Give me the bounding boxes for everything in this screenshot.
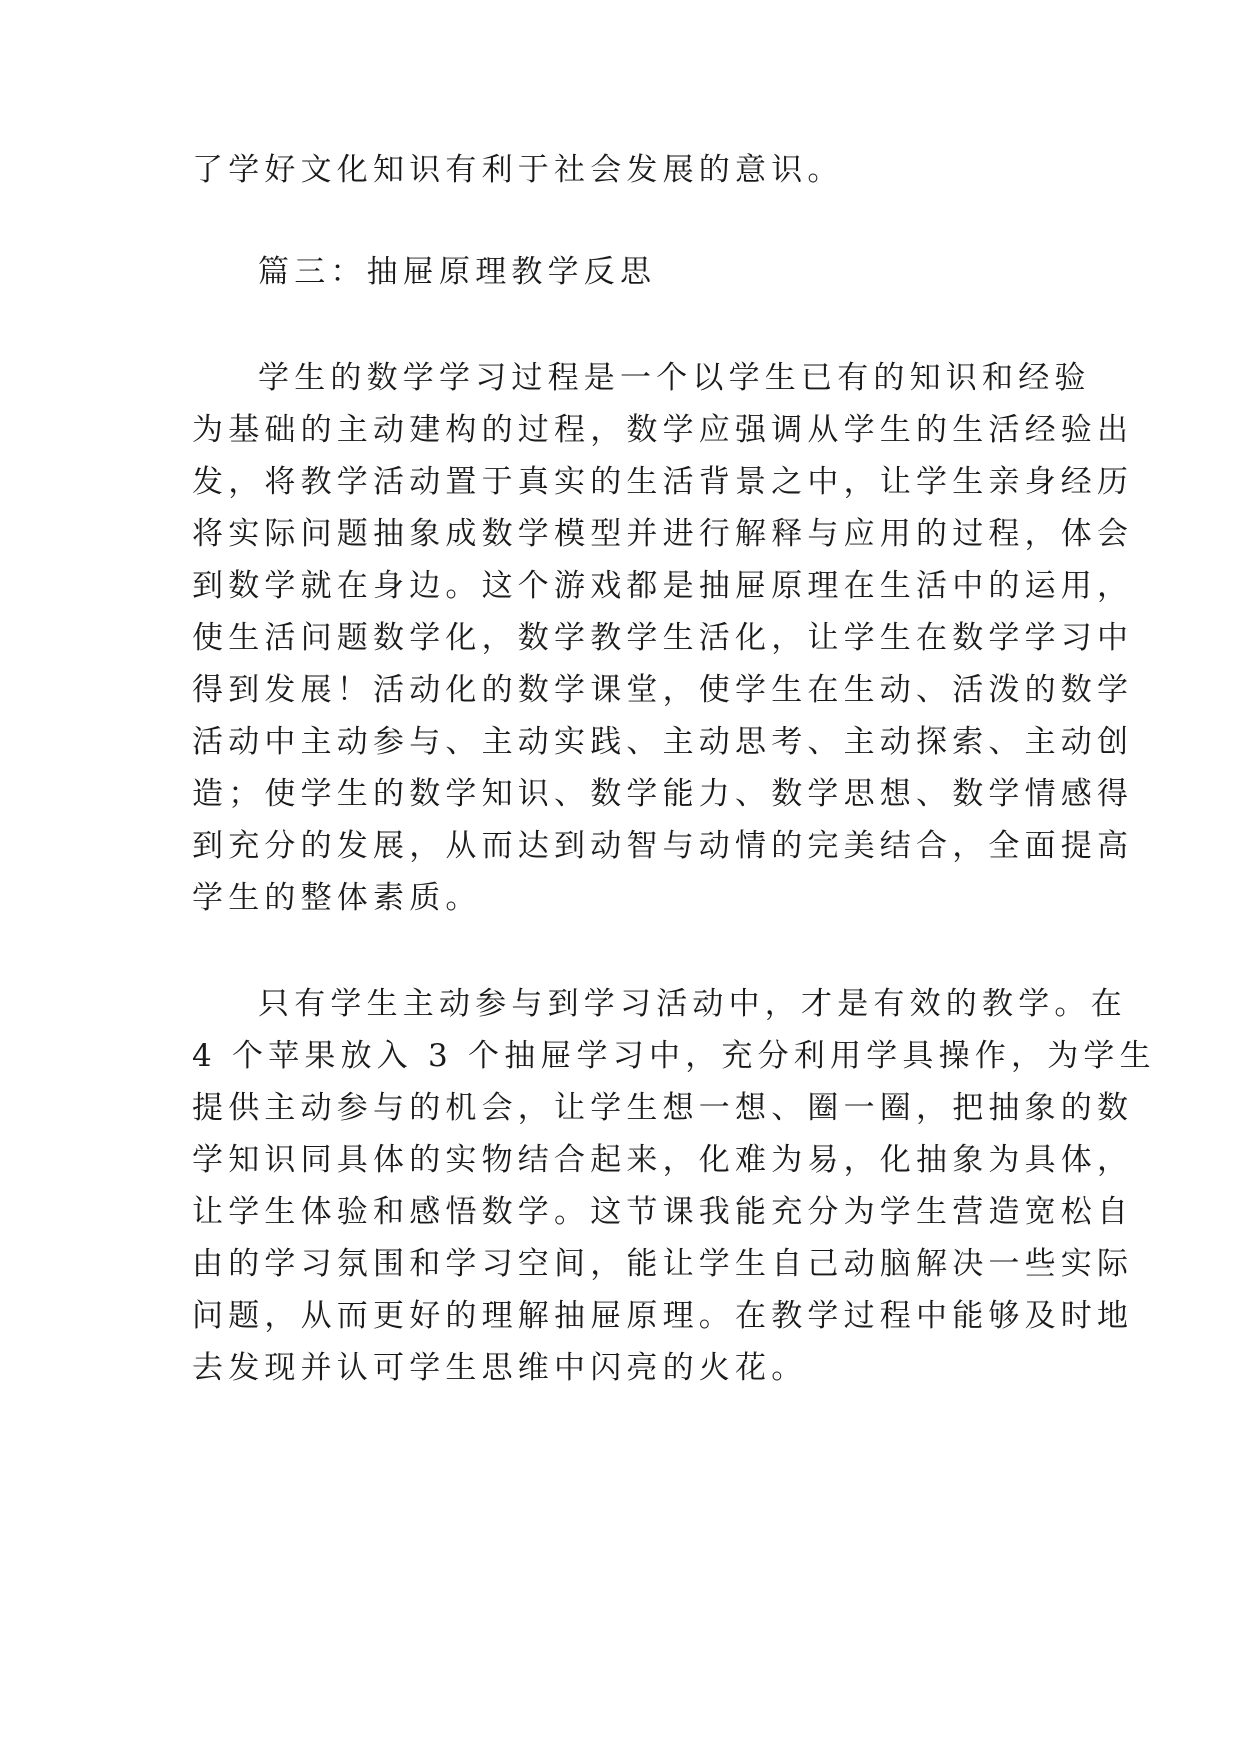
paragraph-line: 只有学生主动参与到学习活动中，才是有效的教学。在 xyxy=(258,986,1127,1022)
paragraph-line: 了学好文化知识有利于社会发展的意识。 xyxy=(192,152,844,188)
paragraph-line: 学知识同具体的实物结合起来，化难为易，化抽象为具体， xyxy=(192,1142,1134,1178)
paragraph-line: 得到发展！活动化的数学课堂，使学生在生动、活泼的数学 xyxy=(192,672,1134,708)
paragraph-line: 让学生体验和感悟数学。这节课我能充分为学生营造宽松自 xyxy=(192,1194,1134,1230)
section-heading: 篇三：抽屉原理教学反思 xyxy=(258,254,657,290)
paragraph-line: 到数学就在身边。这个游戏都是抽屉原理在生活中的运用， xyxy=(192,568,1134,604)
paragraph-line: 将实际问题抽象成数学模型并进行解释与应用的过程，体会 xyxy=(192,516,1134,552)
paragraph-line: 去发现并认可学生思维中闪亮的火花。 xyxy=(192,1350,808,1386)
paragraph-line: 造；使学生的数学知识、数学能力、数学思想、数学情感得 xyxy=(192,776,1134,812)
paragraph-line: 由的学习氛围和学习空间，能让学生自己动脑解决一些实际 xyxy=(192,1246,1134,1282)
paragraph-line: 为基础的主动建构的过程，数学应强调从学生的生活经验出 xyxy=(192,412,1134,448)
paragraph-line: 使生活问题数学化，数学教学生活化，让学生在数学学习中 xyxy=(192,620,1134,656)
paragraph-line: 学生的数学学习过程是一个以学生已有的知识和经验 xyxy=(258,360,1091,396)
paragraph-line: 学生的整体素质。 xyxy=(192,880,482,916)
paragraph-line: 4 个苹果放入 3 个抽屉学习中，充分利用学具操作，为学生 xyxy=(192,1038,1156,1074)
paragraph-line: 到充分的发展，从而达到动智与动情的完美结合，全面提高 xyxy=(192,828,1134,864)
paragraph-line: 问题，从而更好的理解抽屉原理。在教学过程中能够及时地 xyxy=(192,1298,1134,1334)
paragraph-line: 提供主动参与的机会，让学生想一想、圈一圈，把抽象的数 xyxy=(192,1090,1134,1126)
paragraph-line: 活动中主动参与、主动实践、主动思考、主动探索、主动创 xyxy=(192,724,1134,760)
paragraph-line: 发，将教学活动置于真实的生活背景之中，让学生亲身经历 xyxy=(192,464,1134,500)
